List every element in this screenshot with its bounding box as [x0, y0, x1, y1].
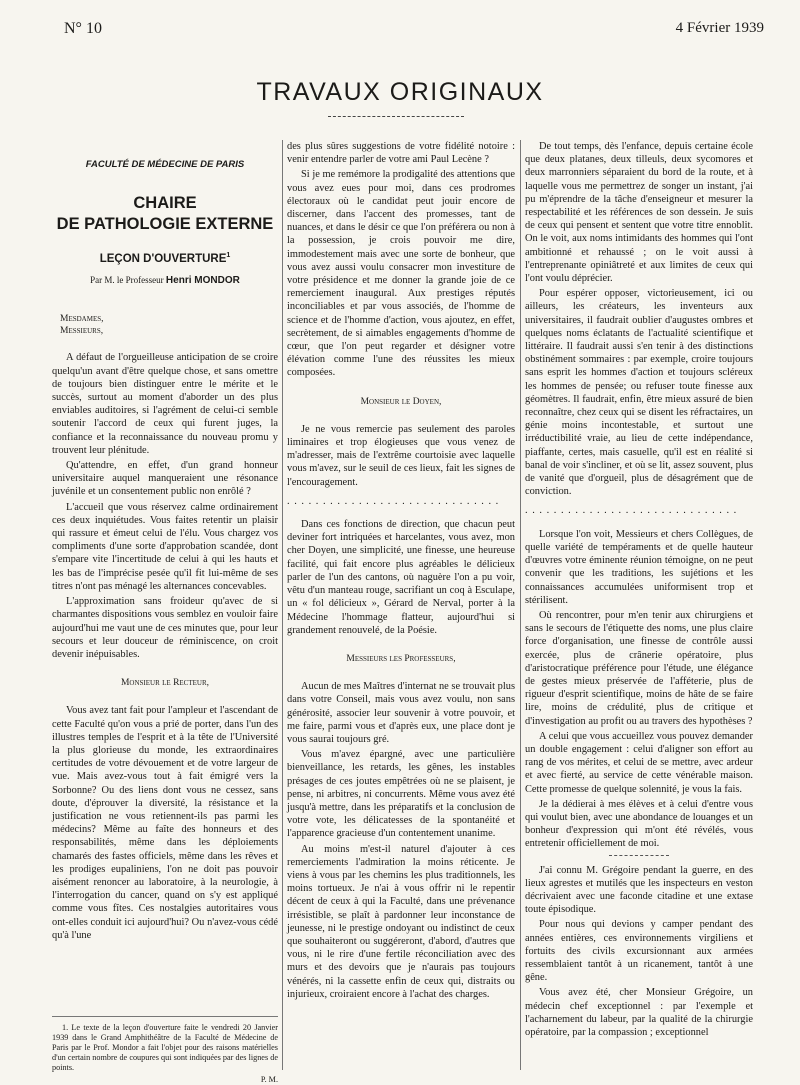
paragraph: L'accueil que vous réservez calme ordinairement ces deux inquiétudes. Vous faites retentir un plaisir qui rassure et émeut celui de l'élu. Vous chargez vos compliments d'une sorte d'approbation scandée, dont s'empare vite l'incertitude de celui à qui les hauts et les bas de l'imprécise pesée qu'il fit lui-même de ses titres n'ont pas ménagé les alternances concevables.	[52, 501, 278, 592]
paragraph: L'approximation sans froideur qu'avec de si charmantes dispositions vous semblez en vouloir faire aujourd'hui me vaut une de ces minutes que, pour leur secours et leur douceur de réminiscence, on croit devenir inépuisables.	[52, 596, 278, 660]
section-title: TRAVAUX ORIGINAUX	[256, 78, 544, 106]
paragraph: Pour nous qui devions y camper pendant des années entières, ces environnements virgiliens et fortuits des civils excursionnant aux armées ressemblaient tantôt à un ricanement, tantôt à une gêne.	[525, 919, 753, 984]
author-name: Henri MONDOR	[165, 275, 240, 287]
omission-dots: . . . . . . . . . . . . . . . . . . . . . . . . . . . . . .	[525, 505, 738, 517]
paragraph: Je la dédierai à mes élèves et à celui d'entre vous qui voulut bien, avec une abondance de louanges et un bonheur d'expression qui m'ont été révélés, vous entretenir officiellement de moi.	[525, 798, 753, 850]
section-divider	[609, 855, 669, 856]
subheading-recteur: Monsieur le Recteur,	[120, 678, 209, 689]
paragraph: Aucun de mes Maîtres d'internat ne se trouvait plus dans votre Conseil, mais vous avez voulu, non sans générosité, associer leur souvenir à votre pouvoir, et me faire, parmi vous et d'après eux, une place dont je vous saurai toujours gré.	[287, 681, 515, 745]
subheading-professeurs: Messieurs les Professeurs,	[346, 653, 456, 664]
paragraph: A défaut de l'orgueilleuse anticipation de se croire quelqu'un avant d'être quelque chose, et sans omettre de toujours bien distinguer entre le mérite et le succès, surtout au moment d'aborder un des plus enviables auditoires, si l'agrément de celui-ci semble soutenir l'accord de ceux qui furent juges, la confiance et la reconnaissance du nouveau promu y trouvent leur plénitude.	[52, 352, 278, 456]
salutation-line: Messieurs,	[60, 326, 104, 337]
omission-dots: . . . . . . . . . . . . . . . . . . . . . . . . . . . . . .	[287, 495, 500, 507]
paragraph: Qu'attendre, en effet, d'un grand honneur universitaire auquel manqueraient une résonance juvénile et un consentement public non enrôlé ?	[52, 460, 278, 498]
footnote	[52, 1016, 278, 1085]
page-header	[0, 18, 800, 44]
chaire-heading-line2: DE PATHOLOGIE EXTERNE	[56, 215, 274, 234]
subheading-doyen: Monsieur le Doyen,	[360, 396, 442, 407]
paragraph: Je ne vous remercie pas seulement des paroles liminaires et trop élogieuses que vous venez de m'adresser, mais de l'extrême courtoisie avec laquelle vous m'avez, sur le seuil de ces lieux, fait les signes de l'encouragement.	[287, 423, 515, 488]
lecon-heading	[52, 249, 278, 266]
author-line	[52, 274, 278, 287]
paragraph: Vous avez été, cher Monsieur Grégoire, un médecin chef exceptionnel : par l'exemple et l'acharnement du labeur, par la qualité de la chirurgie opératoire, par la compassion ; exceptionnel	[525, 987, 753, 1038]
paragraph: Vous m'avez épargné, avec une particulière bienveillance, les retards, les gênes, les instables présages de ces joutes empêtrées où ne se plaisent, je pense, ni arbitres, ni concurrents. Même vous avez été jusqu'à mettre, dans les préparatifs et la conclusion de votre vote, les délicatesses de la spontanéité et l'apparence gracieuse d'un contentement unanime.	[287, 749, 515, 840]
paragraph: Dans ces fonctions de direction, que chacun peut deviner fort intriquées et harcelantes, vous avez, mon cher Doyen, une simplicité, une finesse, une heureuse facilité, qui fait encore plus agréables le délicieux parler de l'un des cantons, où naguère l'on a pu voir, vêtu d'un manteau rouge, sacrifiant un coq à Esculape, un « fol délicieux », Gérard de Nerval, porter à la Médecine l'hommage flatteur, aujourd'hui si grandement renouvelé, de la Poésie.	[287, 519, 515, 636]
paragraph: des plus sûres suggestions de votre fidélité notoire : venir entendre parler de votre ami Paul Lecène ?	[287, 141, 515, 166]
paragraph: Vous avez tant fait pour l'ampleur et l'ascendant de cette Faculté qu'on vous a prié de porter, dans l'un des illustres temples de l'esprit et à la tête de l'Université la plus glorieuse du monde, les extraordinaires certitudes de votre dévouement et de votre largeur de vue. Mais avez-vous tout à fait émigré vers la Sorbonne? Ou des liens dont vous ne cessez, sans doute, d'éprouver la diversité, la résistance et la justification ne vous retiennent-ils pas parmi les médecins? Même au faîte des honneurs et des responsabilités, même dans les déploiements chamarés des fastes officiels, même dans les rêves et les prodiges eupaliniens, l'on ne doit pas pouvoir aisément renoncer au laboratoire, à la neurologie, à l'interrogation du cancer, quand on s'y est appliqué comme vous fîtes. Ces nostalgies autoritaires vous ont-elles conduit ici aujourd'hui? Ou n'avez-vous cédé qu'à l'une	[52, 705, 278, 941]
column-3	[520, 140, 753, 1070]
chaire-heading-line1: CHAIRE	[133, 194, 197, 213]
faculty-heading: FACULTÉ DE MÉDECINE DE PARIS	[85, 159, 245, 170]
column-2	[282, 140, 515, 1070]
author-prefix: Par M. le Professeur	[90, 275, 164, 286]
footnote-text: 1. Le texte de la leçon d'ouverture faite le vendredi 20 Janvier 1939 dans le Grand Amphithéâtre de la Faculté de Médecine de Paris par le Prof. Mondor a fait l'objet pour des raisons matérielles d'un certain nombre de coupures qui sont indiquées par des lignes de points.	[52, 1023, 278, 1072]
lecon-title: LEÇON D'OUVERTURE	[99, 253, 227, 266]
paragraph: Pour espérer opposer, victorieusement, ici ou ailleurs, les créateurs, les inventeurs aux universitaires, il faudrait oublier d'augustes ombres et quelques noms éclatants de l'actualité scientifique et littéraire. Il faudrait aussi s'en tenir à des distinctions obstinément sommaires : par exemple, croire toujours sans esprit les hommes d'action et toujours scléreux les hommes de pensée; ou refuser toute finesse aux géomètres. Il faudrait, enfin, être mieux assuré de bien reconnaître, chez ceux qui se disent les réfractaires, un génie moins incontestable, et surtout une irréductibilité vraie, au lieu de cette indépendance, piaffante, certes, mais casuelle, qu'il est en réalité si banal de voir s'incliner, et où se lit, assez souvent, plus de vanité que d'orgueil, plus de désagrément que de conviction.	[525, 288, 753, 498]
footnote-marker: 1	[226, 252, 231, 260]
paragraph: Où rencontrer, pour m'en tenir aux chirurgiens et sans le secours de l'étiquette des noms, une plus claire force d'organisation, une finesse de contrôle aussi exercée, plus de crânerie opératoire, plus d'aristocratique préférence pour l'étude, une élégance de gestes mieux préservée de l'afféterie, plus de rigueur d'esprit scientifique, moins de hâte de se faire lire, moins de crédulité, plus de critique et d'investigation au profit ou au travers des hypothèses ?	[525, 609, 753, 727]
paragraph: J'ai connu M. Grégoire pendant la guerre, en des lieux agrestes et mutilés que les inspecteurs en veston décrivaient avec une faconde citadine et une extase toute épisodique.	[525, 864, 753, 916]
footnote-signature: P. M.	[260, 1075, 278, 1084]
salutation	[60, 313, 278, 337]
issue-number: N° 10	[64, 20, 102, 37]
paragraph: A celui que vous accueillez vous pouvez demander un double engagement : celui d'aligner son effort au rang de vos mérites, et celui de se mettre, avec ardeur et avec fierté, au service de cette vénérable maison. Cette promesse de quelque solennité, je vous la fais.	[525, 730, 753, 795]
issue-date: 4 Février 1939	[675, 20, 764, 36]
paragraph: Lorsque l'on voit, Messieurs et chers Collègues, de quelle variété de tempéraments et de quelle hauteur d'œuvres votre éminente réunion témoigne, on ne peut convenir que les traditions, les sujétions et les connaissances accumulées uniformisent trop et stérilisent.	[525, 528, 753, 606]
paragraph: Si je me remémore la prodigalité des attentions que vous avez eues pour moi, dans ces prodromes électoraux où le candidat peut jouir encore de discerner, dans l'accent des promesses, tant de nuances, et dans le désir ce que l'on préférera ou non à la possession, je crois pouvoir me dire, immodestement mais avec une sorte de bonheur, que vous avez aussi voulu consacrer mon investiture de votre présidence et me donner la grande joie de ce remerciement inaugural. Aux prestiges réputés inconciliables et par vous associés, de l'homme de science et de l'homme d'action, vous ajoutez, en effet, secrètement, de si aimables engagements d'homme de cœur, que l'on peut regarder et désigner votre élévation comme l'une des réussites les mieux composées.	[287, 169, 515, 379]
column-1	[52, 140, 278, 944]
paragraph: De tout temps, dès l'enfance, depuis certaine école que deux platanes, deux tilleuls, deux sycomores et deux marronniers séparaient du bord de la route, et à laquelle vous me permettrez de songer un instant, j'ai pu m'éprendre de la tâche d'enseigneur et mesurer la respectabilité et les références de son dessein. Je suis de ceux qui pensent et sentent que votre titre ennoblit. On le voit, aux noms intimidants des hommes qui l'ont ambitionné et rehaussé ; on le voit aussi à l'entreprenante opiniâtreté et aux limites de ceux qui l'ont voulu déprécier.	[525, 141, 753, 285]
salutation-line: Mesdames,	[60, 314, 104, 325]
paragraph: Au moins m'est-il naturel d'ajouter à ces remerciements l'admiration la moins réticente. Je viens à vous par les chemins les plus traditionnels, les moins tortueux. Je n'ai à vous offrir ni le repentir décent de ceux à qui la Faculté, dans une prévenance irrésistible, se plaît à pardonner leur inconstance de jeunesse, ni le prestige ondoyant ou indistinct de ceux que souhaiteront ou suggéreront, d'abord, d'autres que vous, ni le rire d'une fertile réconciliation avec des murs et des devoirs que je n'aurais pas toujours vénérés, ni la cassette enfin de ceux qui, distraits ou injurieux, croiraient encore à l'achat des charges.	[287, 843, 515, 1000]
title-rule	[328, 116, 464, 117]
